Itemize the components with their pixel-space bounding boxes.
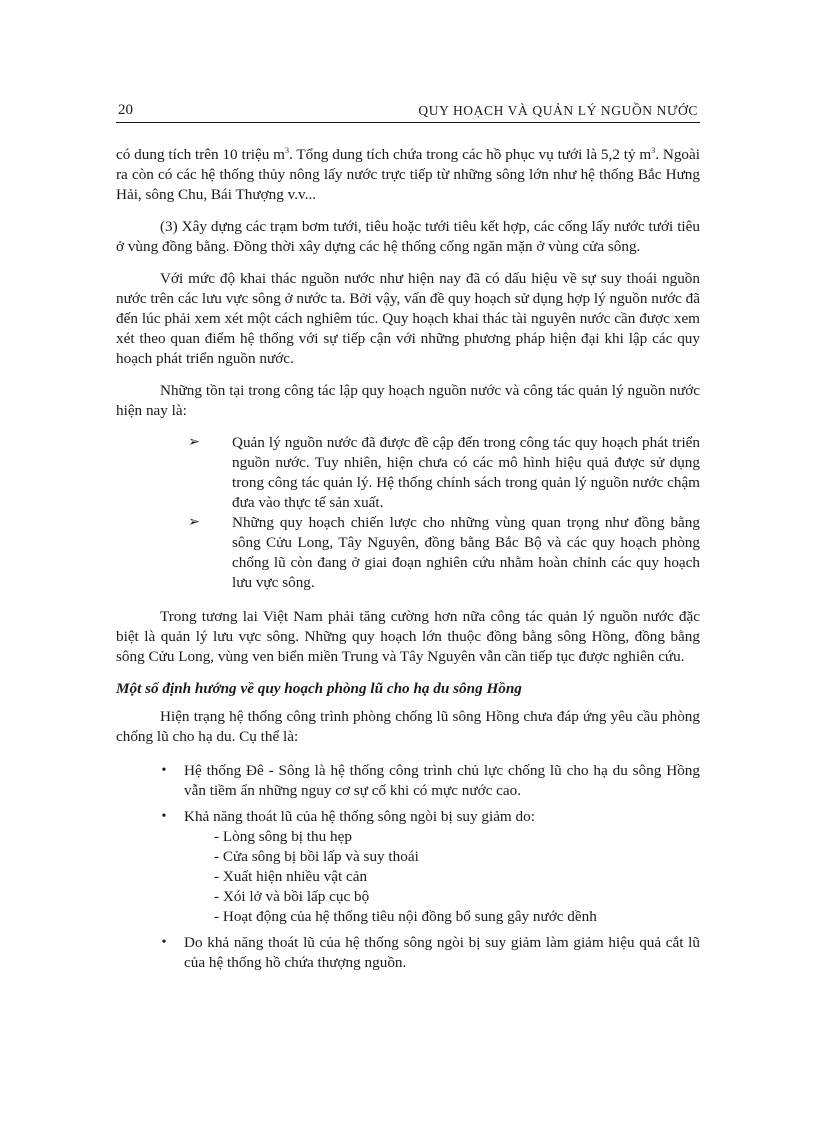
sublist-item: - Hoạt động của hệ thống tiêu nội đồng bổ sung gây nước dềnh	[214, 908, 597, 925]
section-heading: Một số định hướng về quy hoạch phòng lũ cho hạ du sông Hồng	[116, 680, 522, 697]
superscript: 3	[284, 145, 289, 155]
list-item	[161, 807, 700, 927]
bullet-icon: •	[161, 763, 167, 778]
issues-list	[116, 433, 700, 593]
bullet-icon: •	[161, 935, 167, 950]
arrow-bullet-icon: ➢	[188, 515, 200, 530]
list-item	[161, 761, 700, 801]
list-item-text: Những quy hoạch chiến lược cho những vùng quan trọng như đồng bằng sông Cửu Long, Tây Nguyên, đồng bằng Bắc Bộ và các quy hoạch phòng chống lũ còn đang ở giai đoạn nghiên cứu nhằm hoàn chỉnh các quy hoạch lưu vực sông.	[232, 514, 700, 591]
list-item	[188, 433, 700, 513]
list-item-text: Hệ thống Đê - Sông là hệ thống công trình chủ lực chống lũ cho hạ du sông Hồng vẫn tiềm ẩn những nguy cơ sự cố khi có mực nước cao.	[184, 762, 700, 799]
cause-sublist	[184, 827, 700, 927]
list-item-text: Khả năng thoát lũ của hệ thống sông ngòi bị suy giảm do:	[184, 808, 535, 825]
text-run: . Tổng dung tích chứa trong các hồ phục vụ tưới là 5,2 tỷ m	[288, 146, 652, 163]
sublist-item: - Xuất hiện nhiều vật cản	[214, 868, 368, 885]
paragraph-reservoir-capacity	[116, 145, 700, 205]
paragraph-issues-intro: Những tồn tại trong công tác lập quy hoạch nguồn nước và công tác quản lý nguồn nước hiện nay là:	[116, 382, 700, 419]
text-run: có dung tích trên 10 triệu m	[116, 146, 285, 163]
sublist-item: - Xói lở và bồi lấp cục bộ	[214, 888, 370, 905]
paragraph-water-degradation: Với mức độ khai thác nguồn nước như hiện nay đã có dấu hiệu về sự suy thoái nguồn nước trên các lưu vực sông ở nước ta. Bởi vậy, vấn đề quy hoạch sử dụng hợp lý nguồn nước đã đến lúc phải xem xét một cách nghiêm túc. Quy hoạch khai thác tài nguyên nước cần được xem xét theo quan điểm hệ thống với sự tiếp cận với những phương pháp hiện đại khi lập các quy hoạch phát triển nguồn nước.	[116, 270, 700, 367]
list-item-text: Quản lý nguồn nước đã được đề cập đến trong công tác quy hoạch phát triển nguồn nước. Tuy nhiên, hiện chưa có các mô hình hiệu quả được sử dụng trong công tác quản lý. Hệ thống chính sách trong quản lý nguồn nước chậm đưa vào thực tế sản xuất.	[232, 434, 700, 511]
sublist-item: - Lòng sông bị thu hẹp	[214, 828, 352, 845]
list-item-text: Do khả năng thoát lũ của hệ thống sông ngòi bị suy giảm làm giảm hiệu quả cắt lũ của hệ thống hồ chứa thượng nguồn.	[184, 934, 700, 971]
text-run: . Ngoài ra còn có các hệ thống thủy nông lấy nước trực tiếp từ những sông lớn như hệ thống Bắc Hưng Hải, sông Chu, Bái Thượng v.v...	[116, 146, 700, 203]
page-header	[116, 98, 700, 123]
running-title: QUY HOẠCH VÀ QUẢN LÝ NGUỒN NƯỚC	[418, 103, 698, 118]
body-text	[116, 145, 700, 979]
paragraph-pump-stations: (3) Xây dựng các trạm bơm tưới, tiêu hoặc tưới tiêu kết hợp, các cống lấy nước tưới tiêu ở vùng đồng bằng. Đồng thời xây dựng các hệ thống cống ngăn mặn ở vùng cửa sông.	[116, 218, 700, 255]
sublist-item: - Cửa sông bị bồi lấp và suy thoái	[214, 848, 419, 865]
arrow-bullet-icon: ➢	[188, 435, 200, 450]
superscript: 3	[651, 145, 656, 155]
list-item	[161, 933, 700, 973]
list-item	[188, 513, 700, 593]
paragraph-flood-status: Hiện trạng hệ thống công trình phòng chống lũ sông Hồng chưa đáp ứng yêu cầu phòng chống lũ cho hạ du. Cụ thể là:	[116, 708, 700, 745]
flood-issues-list	[116, 761, 700, 973]
bullet-icon: •	[161, 809, 167, 824]
paragraph-future-management: Trong tương lai Việt Nam phải tăng cường hơn nữa công tác quản lý nguồn nước đặc biệt là quản lý lưu vực sông. Những quy hoạch lớn thuộc đồng bằng sông Hồng, đồng bằng sông Cửu Long, vùng ven biển miền Trung và Tây Nguyên vẫn cần tiếp tục được nghiên cứu.	[116, 608, 700, 665]
page-number: 20	[118, 102, 133, 118]
